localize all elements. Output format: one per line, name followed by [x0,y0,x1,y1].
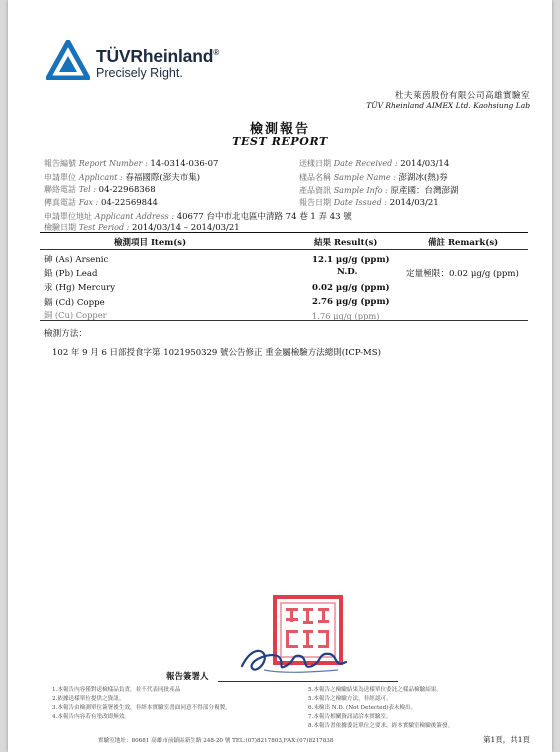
signature-rule [218,681,398,682]
tuv-triangle-icon [46,40,90,80]
col-header-item: 檢測項目 Item(s) [114,238,187,248]
table-row-result: N.D. [337,267,358,277]
method-text: 102 年 9 月 6 日部授食字第 1021950329 號公告修正 重金屬檢驗方法總則(ICP-MS) [52,348,381,358]
footer-note: 2.依據送樣單位提供之資訊。 [52,696,125,702]
footer-note: 4.本報告內容若有塗改即無效。 [52,714,131,720]
footer-note: 1.本報告內容僅對送檢樣品負責，並不代表同批產品 [52,687,181,693]
table-top-rule [40,232,528,233]
table-row-result: 12.1 μg/g (ppm) [312,255,390,265]
report-title-en: TEST REPORT [232,135,328,148]
brand-tagline: Precisely Right. [96,66,183,80]
method-label: 檢測方法： [44,329,87,339]
info-applicant: 申請單位 Applicant : 春福國際(澎夫市集) [44,173,201,183]
info-test-period: 檢驗日期 Test Period : 2014/03/14 – 2014/03/21 [44,223,240,233]
info-sample-info: 產品資訊 Sample Info : 原產國：台灣澎湖 [299,186,459,196]
table-row-item: 汞 (Hg) Mercury [44,283,116,293]
footer-note: 8.本報告書依據委託單位之要求，經本實驗室檢驗後簽發。 [308,723,454,729]
table-row-item: 砷 (As) Arsenic [44,255,109,265]
ghost-row-result: 1.76 μg/g (ppm) [312,311,380,321]
info-date-issued: 報告日期 Date Issued : 2014/03/21 [299,198,439,208]
footer-note: 3.本報告由檢測單位簽署後生效，非經本實驗室書面同意不得部分複製。 [52,705,231,711]
info-tel: 聯絡電話 Tel : 04-22968368 [44,185,156,195]
table-row-item: 鉛 (Pb) Lead [44,269,98,279]
table-header-rule [40,249,528,250]
lab-name-zh: 杜夫萊茵股份有限公司高雄實驗室 [394,91,530,101]
report-title-zh: 檢測報告 [249,122,310,137]
brand-name: TÜVRheinland® [96,46,219,66]
page-number: 第1頁，共1頁 [482,735,530,744]
footer-note: 6.未檢出 N.D. (Not Detected)表未檢出。 [308,705,417,711]
info-date-received: 送樣日期 Date Received : 2014/03/14 [299,159,450,169]
table-row-remark: 定量極限：0.02 μg/g (ppm) [406,269,519,279]
footer-note: 7.本報告相關資訊請洽本實驗室。 [308,714,392,720]
info-sample-name: 樣品名稱 Sample Name : 澎湖冰(熱)券 [299,173,448,183]
table-row-result: 2.76 μg/g (ppm) [312,297,390,307]
col-header-remark: 備註 Remark(s) [428,238,499,248]
tuv-logo [46,38,236,88]
footer-note: 5.本報告之檢驗結果為送樣單位委託之樣品檢驗結果。 [308,687,442,693]
report-page [8,0,552,752]
info-applicant-address: 申請單位地址 Applicant Address : 40677 台中市北屯區中清路 74 巷 1 弄 43 號 [44,212,352,222]
signatory-label: 報告簽署人 [166,672,209,682]
ghost-row-item: 銅 (Cu) Copper [44,310,107,320]
col-header-result: 結果 Result(s) [314,238,378,248]
lab-address-line: 實驗室地址：80681 高雄市前鎮區新生路 248-20 號 TEL:(07)8217803,FAX:(07)8217838 [98,738,334,744]
table-bottom-rule [40,320,528,321]
table-row-result: 0.02 μg/g (ppm) [312,283,390,293]
table-row-item: 鎘 (Cd) Coppe [44,298,105,308]
lab-name-en: TÜV Rheinland AIMEX Ltd. Kaohsiung Lab [366,101,530,110]
info-report-number: 報告編號 Report Number : 14-0314-036-07 [44,159,219,169]
footer-note: 5.本報告之檢驗方法，非經認可。 [308,696,392,702]
handwritten-signature [234,640,354,680]
info-fax: 傳真電話 Fax : 04-22569844 [44,198,158,208]
